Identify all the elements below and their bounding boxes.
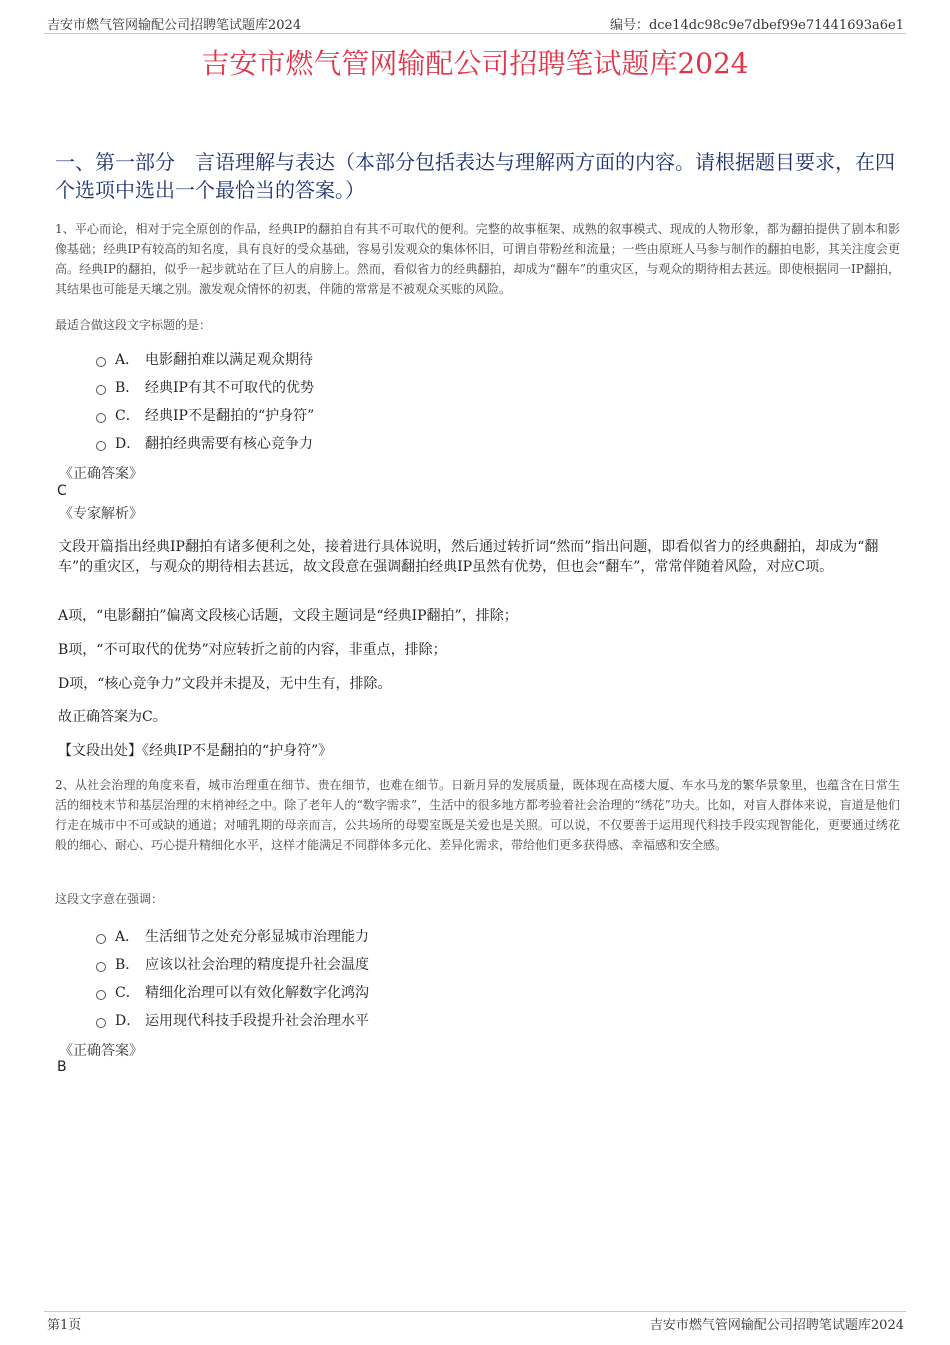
q1-analysis-a: A项，“电影翻拍”偏离文段核心话题，文段主题词是“经典IP翻拍”，排除； — [58, 608, 518, 624]
q1-analysis-d: D项，“核心竞争力”文段并未提及，无中生有，排除。 — [58, 676, 392, 692]
option-letter: C． — [115, 985, 140, 1001]
radio-icon[interactable] — [96, 357, 106, 367]
option-text: 生活细节之处充分彰显城市治理能力 — [145, 929, 369, 945]
q1-analysis-conclusion: 故正确答案为C。 — [58, 709, 167, 725]
radio-icon[interactable] — [96, 441, 106, 451]
q1-analysis-summary: 文段开篇指出经典IP翻拍有诸多便利之处，接着进行具体说明，然后通过转折词“然而”指出问题，即看似省力的经典翻拍，却成为“翻车”的重灾区，与观众的期待相去甚远，故文段意在强调翻拍经典IP虽然有优势，但也会“翻车”，常常伴随着风险，对应C项。 — [58, 539, 879, 575]
q2-answer: B — [57, 1059, 67, 1075]
header-doc-id: 编号：dce14dc98c9e7dbef99e71441693a6e1 — [609, 18, 904, 33]
option-letter: A． — [115, 352, 140, 368]
q1-analysis-source: 【文段出处】《经典IP不是翻拍的“护身符”》 — [58, 743, 333, 759]
option-text: 精细化治理可以有效化解数字化鸿沟 — [145, 985, 369, 1001]
radio-icon[interactable] — [96, 1018, 106, 1028]
q1-answer-label: 《正确答案》 — [59, 466, 143, 482]
radio-icon[interactable] — [96, 413, 106, 423]
option-text: 应该以社会治理的精度提升社会温度 — [145, 957, 369, 973]
q1-option-a[interactable] — [96, 347, 313, 371]
option-letter: D． — [115, 1013, 141, 1029]
q1-option-d[interactable] — [96, 431, 313, 455]
q1-stem: 1、平心而论，相对于完全原创的作品，经典IP的翻拍自有其不可取代的便利。完整的故事框架、成熟的叙事模式、现成的人物形象，都为翻拍提供了剧本和影像基础；经典IP有较高的知名度，具有良好的受众基础，容易引发观众的集体怀旧，可谓自带粉丝和流量；一些由原班人马参与制作的翻拍电影，其关注度会更高。经典IP的翻拍，似乎一起步就站在了巨人的肩膀上。然而，看似省力的经典翻拍，却成为“翻车”的重灾区，与观众的期待相去甚远。即使根据同一IP翻拍，其结果也可能是天壤之别。激发观众情怀的初衷，伴随的常常是不被观众买账的风险。 — [55, 222, 900, 296]
radio-icon[interactable] — [96, 934, 106, 944]
q2-option-b[interactable] — [96, 952, 369, 976]
header-divider — [44, 33, 906, 34]
option-letter: C． — [115, 408, 140, 424]
footer-divider — [44, 1311, 906, 1312]
option-text: 运用现代科技手段提升社会治理水平 — [145, 1013, 369, 1029]
option-letter: B． — [115, 957, 140, 973]
option-letter: B． — [115, 380, 140, 396]
q1-option-c[interactable] — [96, 403, 314, 427]
radio-icon[interactable] — [96, 962, 106, 972]
option-text: 经典IP不是翻拍的“护身符” — [145, 408, 315, 424]
radio-icon[interactable] — [96, 990, 106, 1000]
option-letter: D． — [115, 436, 141, 452]
page-number: 第1页 — [47, 1318, 82, 1333]
q2-option-a[interactable] — [96, 924, 369, 948]
q2-option-c[interactable] — [96, 980, 369, 1004]
q1-analysis-b: B项，“不可取代的优势”对应转折之前的内容，非重点，排除； — [58, 642, 447, 658]
q2-option-d[interactable] — [96, 1008, 369, 1032]
q1-option-b[interactable] — [96, 375, 314, 399]
radio-icon[interactable] — [96, 385, 106, 395]
q2-answer-label: 《正确答案》 — [59, 1043, 143, 1059]
q1-answer: C — [57, 483, 67, 499]
section-heading: 一、第一部分 言语理解与表达（本部分包括表达与理解两方面的内容。请根据题目要求，在四个选项中选出一个最恰当的答案。） — [55, 150, 895, 202]
footer-doc-title: 吉安市燃气管网输配公司招聘笔试题库2024 — [649, 1318, 904, 1333]
header-doc-title: 吉安市燃气管网输配公司招聘笔试题库2024 — [47, 18, 302, 33]
option-text: 电影翻拍难以满足观众期待 — [145, 352, 313, 368]
option-text: 经典IP有其不可取代的优势 — [145, 380, 314, 396]
q1-analysis-label: 《专家解析》 — [59, 506, 143, 522]
q2-stem: 2、从社会治理的角度来看，城市治理重在细节、贵在细节，也难在细节。日新月异的发展质量，既体现在高楼大厦、车水马龙的繁华景象里，也蕴含在日常生活的细枝末节和基层治理的末梢神经之中。除了老年人的“数字需求”，生活中的很多地方都考验着社会治理的“绣花”功夫。比如，对盲人群体来说，盲道是他们行走在城市中不可或缺的通道；对哺乳期的母亲而言，公共场所的母婴室既是关爱也是关照。可以说，不仅要善于运用现代科技手段实现智能化，更要通过绣花般的细心、耐心、巧心提升精细化水平，这样才能满足不同群体多元化、差异化需求，带给他们更多获得感、幸福感和安全感。 — [55, 778, 900, 852]
option-letter: A． — [115, 929, 140, 945]
page-title: 吉安市燃气管网输配公司招聘笔试题库2024 — [201, 47, 749, 80]
q1-prompt: 最适合做这段文字标题的是： — [55, 318, 212, 332]
option-text: 翻拍经典需要有核心竞争力 — [145, 436, 313, 452]
q2-prompt: 这段文字意在强调： — [55, 892, 164, 906]
